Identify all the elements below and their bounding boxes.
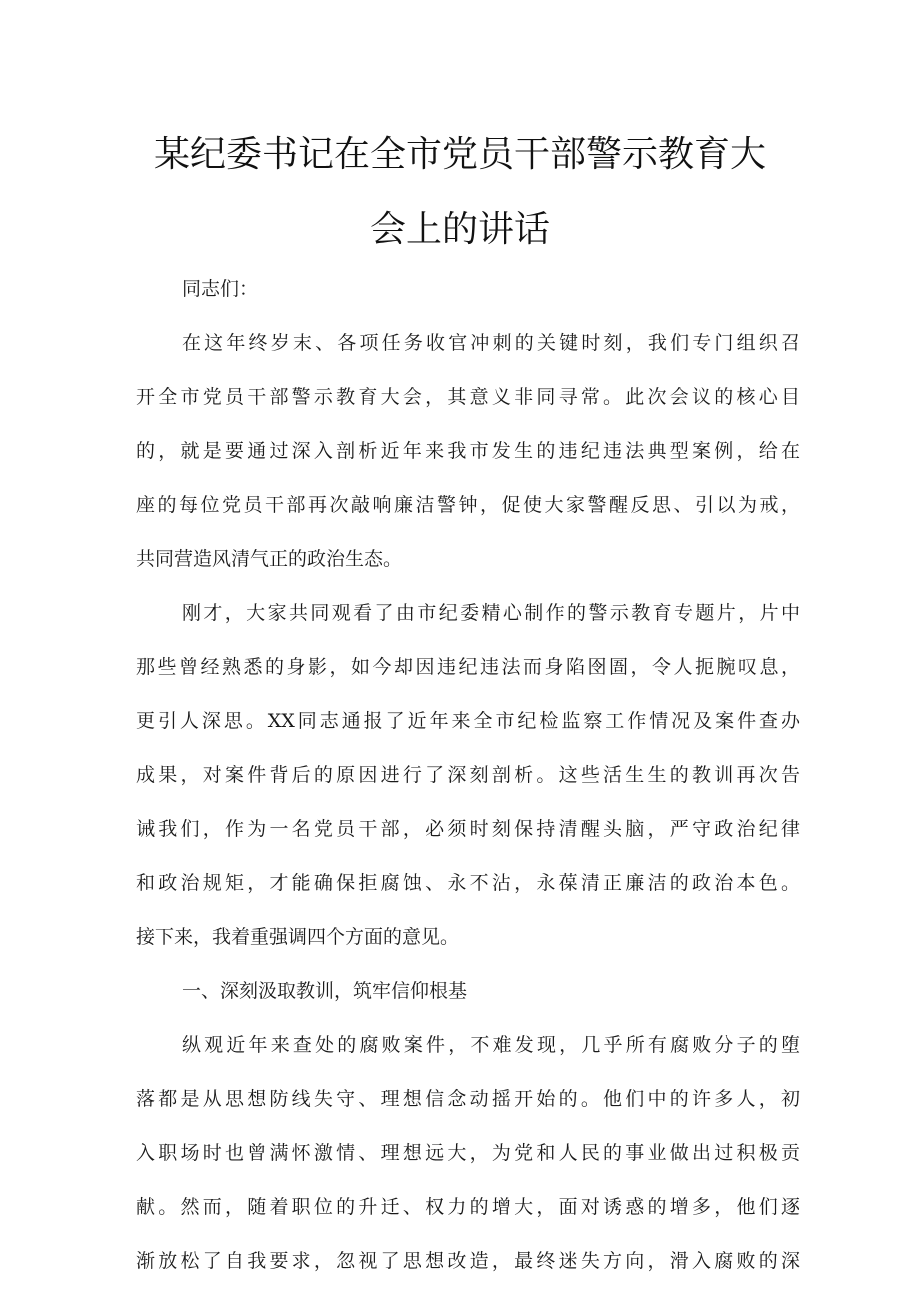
paragraph-line: 在这年终岁末、各项任务收官冲刺的关键时刻，我们专门组织召 xyxy=(182,332,800,354)
paragraph-line: 开全市党员干部警示教育大会，其意义非同寻常。此次会议的核心目 xyxy=(136,386,800,408)
paragraph-line: 座的每位党员干部再次敲响廉洁警钟，促使大家警醒反思、引以为戒， xyxy=(136,494,800,516)
paragraph-line: 那些曾经熟悉的身影，如今却因违纪违法而身陷囹圄，令人扼腕叹息， xyxy=(136,656,800,678)
document-title-line-1: 某纪委书记在全市党员干部警示教育大 xyxy=(153,134,766,175)
paragraph-line: 更引人深思。XX同志通报了近年来全市纪检监察工作情况及案件查办 xyxy=(136,710,800,732)
document-body xyxy=(136,262,800,1288)
paragraph-line: 纵观近年来查处的腐败案件，不难发现，几乎所有腐败分子的堕 xyxy=(182,1034,800,1056)
section-heading: 一、深刻汲取教训，筑牢信仰根基 xyxy=(182,980,468,1002)
paragraph-line: 诫我们，作为一名党员干部，必须时刻保持清醒头脑，严守政治纪律 xyxy=(136,818,800,840)
paragraph-line: 入职场时也曾满怀激情、理想远大，为党和人民的事业做出过积极贡 xyxy=(136,1142,800,1164)
paragraph-line: 成果，对案件背后的原因进行了深刻剖析。这些活生生的教训再次告 xyxy=(136,764,800,786)
paragraph-line: 和政治规矩，才能确保拒腐蚀、永不沾，永葆清正廉洁的政治本色。 xyxy=(136,872,800,894)
paragraph-line: 的，就是要通过深入剖析近年来我市发生的违纪违法典型案例，给在 xyxy=(136,440,800,462)
paragraph-opening xyxy=(136,316,800,586)
paragraph-line: 落都是从思想防线失守、理想信念动摇开始的。他们中的许多人，初 xyxy=(136,1088,800,1110)
paragraph-line: 接下来，我着重强调四个方面的意见。 xyxy=(136,926,460,948)
paragraph-line: 献。然而，随着职位的升迁、权力的增大，面对诱惑的增多，他们逐 xyxy=(136,1196,800,1218)
paragraph-review xyxy=(136,586,800,964)
paragraph-line: 刚才，大家共同观看了由市纪委精心制作的警示教育专题片，片中 xyxy=(182,602,800,624)
paragraph-line: 共同营造风清气正的政治生态。 xyxy=(136,548,403,570)
paragraph-line: 渐放松了自我要求，忽视了思想改造，最终迷失方向，滑入腐败的深 xyxy=(136,1250,800,1272)
document-title-line-2: 会上的讲话 xyxy=(369,209,550,250)
salutation: 同志们： xyxy=(182,278,259,300)
paragraph-section-one xyxy=(136,1018,800,1288)
